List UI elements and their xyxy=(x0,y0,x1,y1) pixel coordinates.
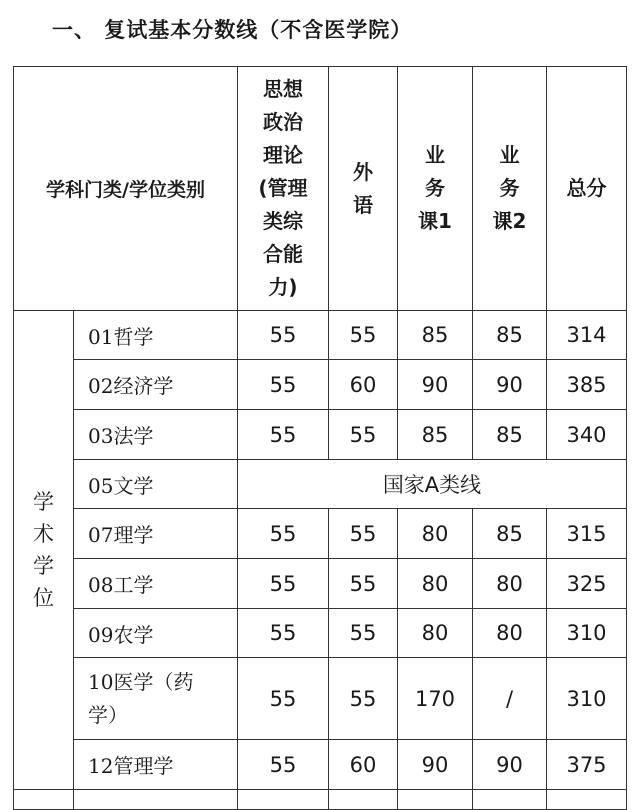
page-title: 一、 复试基本分数线（不含医学院） xyxy=(52,18,413,42)
table-row xyxy=(14,740,627,790)
row-category: 07理学 xyxy=(74,509,238,559)
course2-score: 80 xyxy=(473,609,547,658)
header-foreign-language: 外 语 xyxy=(329,67,398,311)
total-score: 325 xyxy=(547,559,627,609)
course2-score: 90 xyxy=(473,740,547,790)
course1-score: 80 xyxy=(398,509,473,559)
politics-score: 55 xyxy=(238,609,329,658)
table-row xyxy=(14,559,627,609)
total-score: 340 xyxy=(547,410,627,460)
course2-score: / xyxy=(473,658,547,740)
language-score: 55 xyxy=(329,410,398,460)
table-row xyxy=(14,609,627,658)
total-score: 310 xyxy=(547,658,627,740)
language-score: 60 xyxy=(329,360,398,410)
row-category: 02经济学 xyxy=(74,360,238,410)
table-row xyxy=(14,360,627,410)
group-label-academic-degree: 学 术 学 位 xyxy=(14,311,74,790)
language-score: 55 xyxy=(329,658,398,740)
score-table xyxy=(13,66,627,810)
politics-score: 55 xyxy=(238,740,329,790)
total-score: 314 xyxy=(547,311,627,360)
row-category: 10医学（药 学） xyxy=(74,658,238,740)
course1-score: 85 xyxy=(398,311,473,360)
language-score: 55 xyxy=(329,509,398,559)
politics-score: 55 xyxy=(238,410,329,460)
politics-score: 55 xyxy=(238,658,329,740)
language-score: 55 xyxy=(329,311,398,360)
table-row xyxy=(14,311,627,360)
total-score: 385 xyxy=(547,360,627,410)
row-category: 08工学 xyxy=(74,559,238,609)
politics-score: 55 xyxy=(238,360,329,410)
course1-score: 85 xyxy=(398,410,473,460)
header-course2: 业 务 课2 xyxy=(473,67,547,311)
row-category: 05文学 xyxy=(74,460,238,509)
table-row xyxy=(14,460,627,509)
course2-score: 85 xyxy=(473,311,547,360)
politics-score: 55 xyxy=(238,559,329,609)
course1-score: 80 xyxy=(398,559,473,609)
course2-score: 85 xyxy=(473,509,547,559)
course1-score: 170 xyxy=(398,658,473,740)
table-row xyxy=(14,509,627,559)
row-category: 09农学 xyxy=(74,609,238,658)
row-category: 03法学 xyxy=(74,410,238,460)
language-score: 60 xyxy=(329,740,398,790)
row-category: 01哲学 xyxy=(74,311,238,360)
politics-score: 55 xyxy=(238,509,329,559)
course2-score: 90 xyxy=(473,360,547,410)
total-score: 375 xyxy=(547,740,627,790)
language-score: 55 xyxy=(329,559,398,609)
national-line-note: 国家A类线 xyxy=(238,460,627,509)
header-category: 学科门类/学位类别 xyxy=(14,67,238,311)
header-course1: 业 务 课1 xyxy=(398,67,473,311)
total-score: 315 xyxy=(547,509,627,559)
row-category: 12管理学 xyxy=(74,740,238,790)
header-row xyxy=(14,67,627,311)
course2-score: 80 xyxy=(473,559,547,609)
header-politics: 思想 政治 理论 (管理 类综 合能 力) xyxy=(238,67,329,311)
course1-score: 90 xyxy=(398,360,473,410)
course1-score: 80 xyxy=(398,609,473,658)
language-score: 55 xyxy=(329,609,398,658)
table-row xyxy=(14,658,627,740)
header-total: 总分 xyxy=(547,67,627,311)
table-row xyxy=(14,410,627,460)
total-score: 310 xyxy=(547,609,627,658)
course2-score: 85 xyxy=(473,410,547,460)
politics-score: 55 xyxy=(238,311,329,360)
course1-score: 90 xyxy=(398,740,473,790)
